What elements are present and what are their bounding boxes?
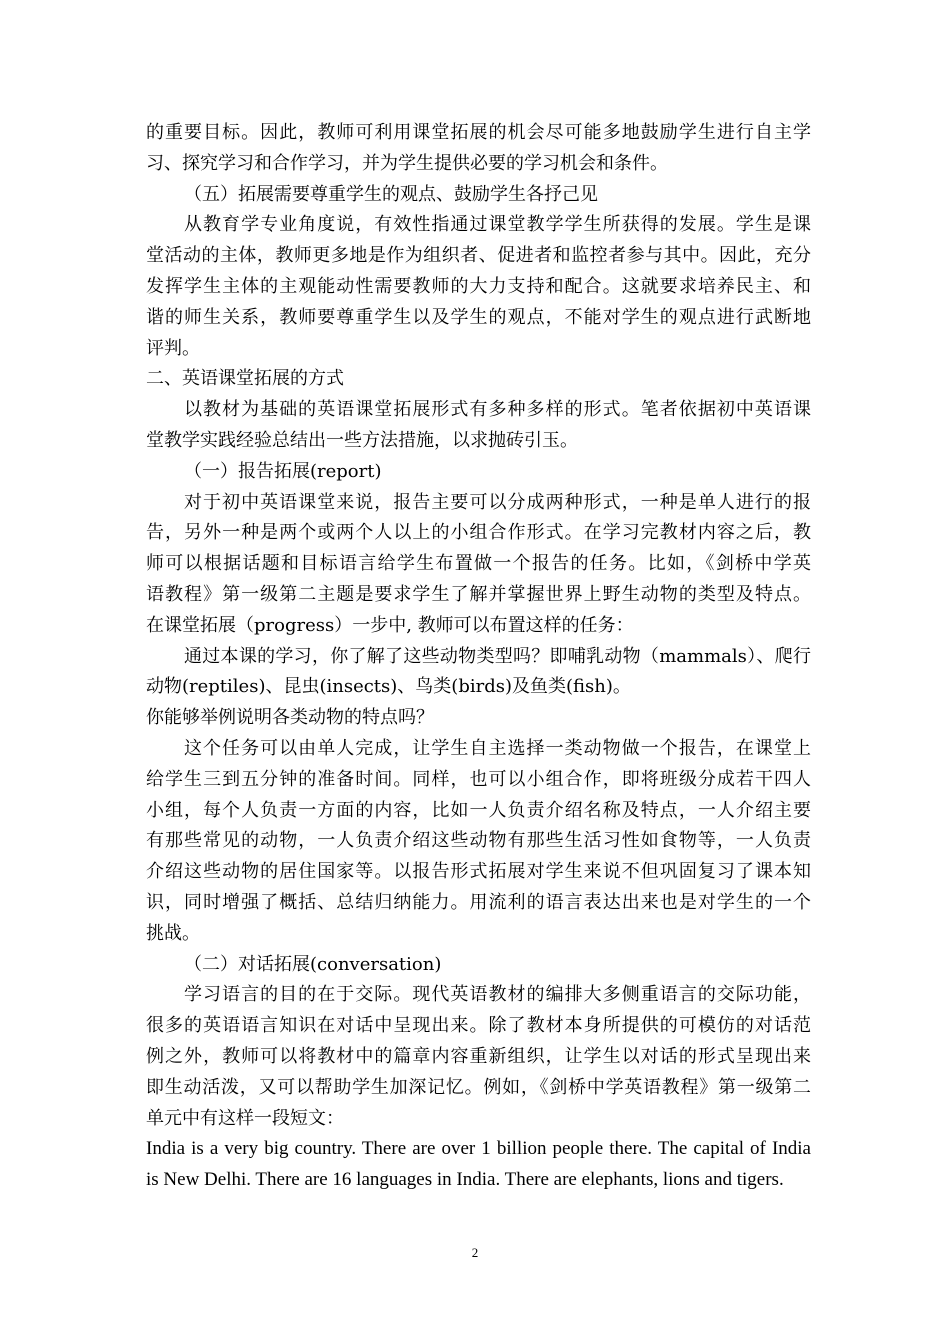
text-line: 习、探究学习和合作学习，并为学生提供必要的学习机会和条件。 <box>146 152 668 174</box>
text-line: 单元中有这样一段短文： <box>146 1107 344 1129</box>
text-line: India is a very big country. There are over 1 billion people there. The capital of India <box>146 1138 811 1160</box>
text-line: 堂教学实践经验总结出一些方法措施，以求抛砖引玉。 <box>146 429 578 451</box>
text-line: 给学生三到五分钟的准备时间。同样，也可以小组合作，即将班级分成若干四人 <box>146 768 811 790</box>
text-line: 从教育学专业角度说，有效性指通过课堂教学学生所获得的发展。学生是课 <box>184 214 811 236</box>
text-line: 介绍这些动物的居住国家等。以报告形式拓展对学生来说不但巩固复习了课本知 <box>146 861 811 883</box>
text-line: （二）对话拓展(conversation) <box>184 953 442 975</box>
text-line: 你能够举例说明各类动物的特点吗？ <box>146 707 434 729</box>
text-line: 这个任务可以由单人完成，让学生自主选择一类动物做一个报告，在课堂上 <box>184 737 811 759</box>
text-line: 动物(reptiles)、昆虫(insects)、鸟类(birds)及鱼类(fish)。 <box>146 676 631 698</box>
text-line: 很多的英语语言知识在对话中呈现出来。除了教材本身所提供的可模仿的对话范 <box>146 1015 811 1037</box>
text-line: 通过本课的学习，你了解了这些动物类型吗？即哺乳动物（mammals）、爬行 <box>184 645 811 667</box>
text-line: 挑战。 <box>146 922 200 944</box>
text-line: 学习语言的目的在于交际。现代英语教材的编排大多侧重语言的交际功能， <box>184 984 811 1006</box>
text-line: （五）拓展需要尊重学生的观点、鼓励学生各抒己见 <box>184 183 598 205</box>
text-line: 谐的师生关系，教师要尊重学生以及学生的观点，不能对学生的观点进行武断地 <box>146 306 811 328</box>
text-line: 发挥学生主体的主观能动性需要教师的大力支持和配合。这就要求培养民主、和 <box>146 275 811 297</box>
text-line: 对于初中英语课堂来说，报告主要可以分成两种形式，一种是单人进行的报 <box>184 491 811 513</box>
text-line: （一）报告拓展(report) <box>184 460 382 482</box>
text-line: 例之外，教师可以将教材中的篇章内容重新组织，让学生以对话的形式呈现出来 <box>146 1045 811 1067</box>
text-line: 小组，每个人负责一方面的内容，比如一人负责介绍名称及特点，一人介绍主要 <box>146 799 811 821</box>
text-line: 师可以根据话题和目标语言给学生布置做一个报告的任务。比如，《剑桥中学英 <box>146 553 811 575</box>
text-line: 告，另外一种是两个或两个人以上的小组合作形式。在学习完教材内容之后，教 <box>146 522 811 544</box>
text-line: 评判。 <box>146 337 200 359</box>
text-line: 的重要目标。因此，教师可利用课堂拓展的机会尽可能多地鼓励学生进行自主学 <box>146 122 811 143</box>
text-line: 二、英语课堂拓展的方式 <box>146 368 344 390</box>
text-line: 即生动活泼，又可以帮助学生加深记忆。例如，《剑桥中学英语教程》第一级第二 <box>146 1076 811 1098</box>
text-line: 在课堂拓展（progress）一步中, 教师可以布置这样的任务： <box>146 614 634 636</box>
text-line: 有那些常见的动物，一人负责介绍这些动物有那些生活习性如食物等，一人负责 <box>146 830 811 852</box>
text-line: 语教程》第一级第二主题是要求学生了解并掌握世界上野生动物的类型及特点。 <box>146 583 811 605</box>
page-number: 2 <box>471 1245 479 1260</box>
text-line: 以教材为基础的英语课堂拓展形式有多种多样的形式。笔者依据初中英语课 <box>184 399 811 421</box>
body-text <box>146 118 811 1196</box>
text-line: is New Delhi. There are 16 languages in India. There are elephants, lions and tigers. <box>146 1169 784 1191</box>
text-line: 堂活动的主体，教师更多地是作为组织者、促进者和监控者参与其中。因此，充分 <box>146 245 811 267</box>
text-line: 识，同时增强了概括、总结归纳能力。用流利的语言表达出来也是对学生的一个 <box>146 891 811 913</box>
